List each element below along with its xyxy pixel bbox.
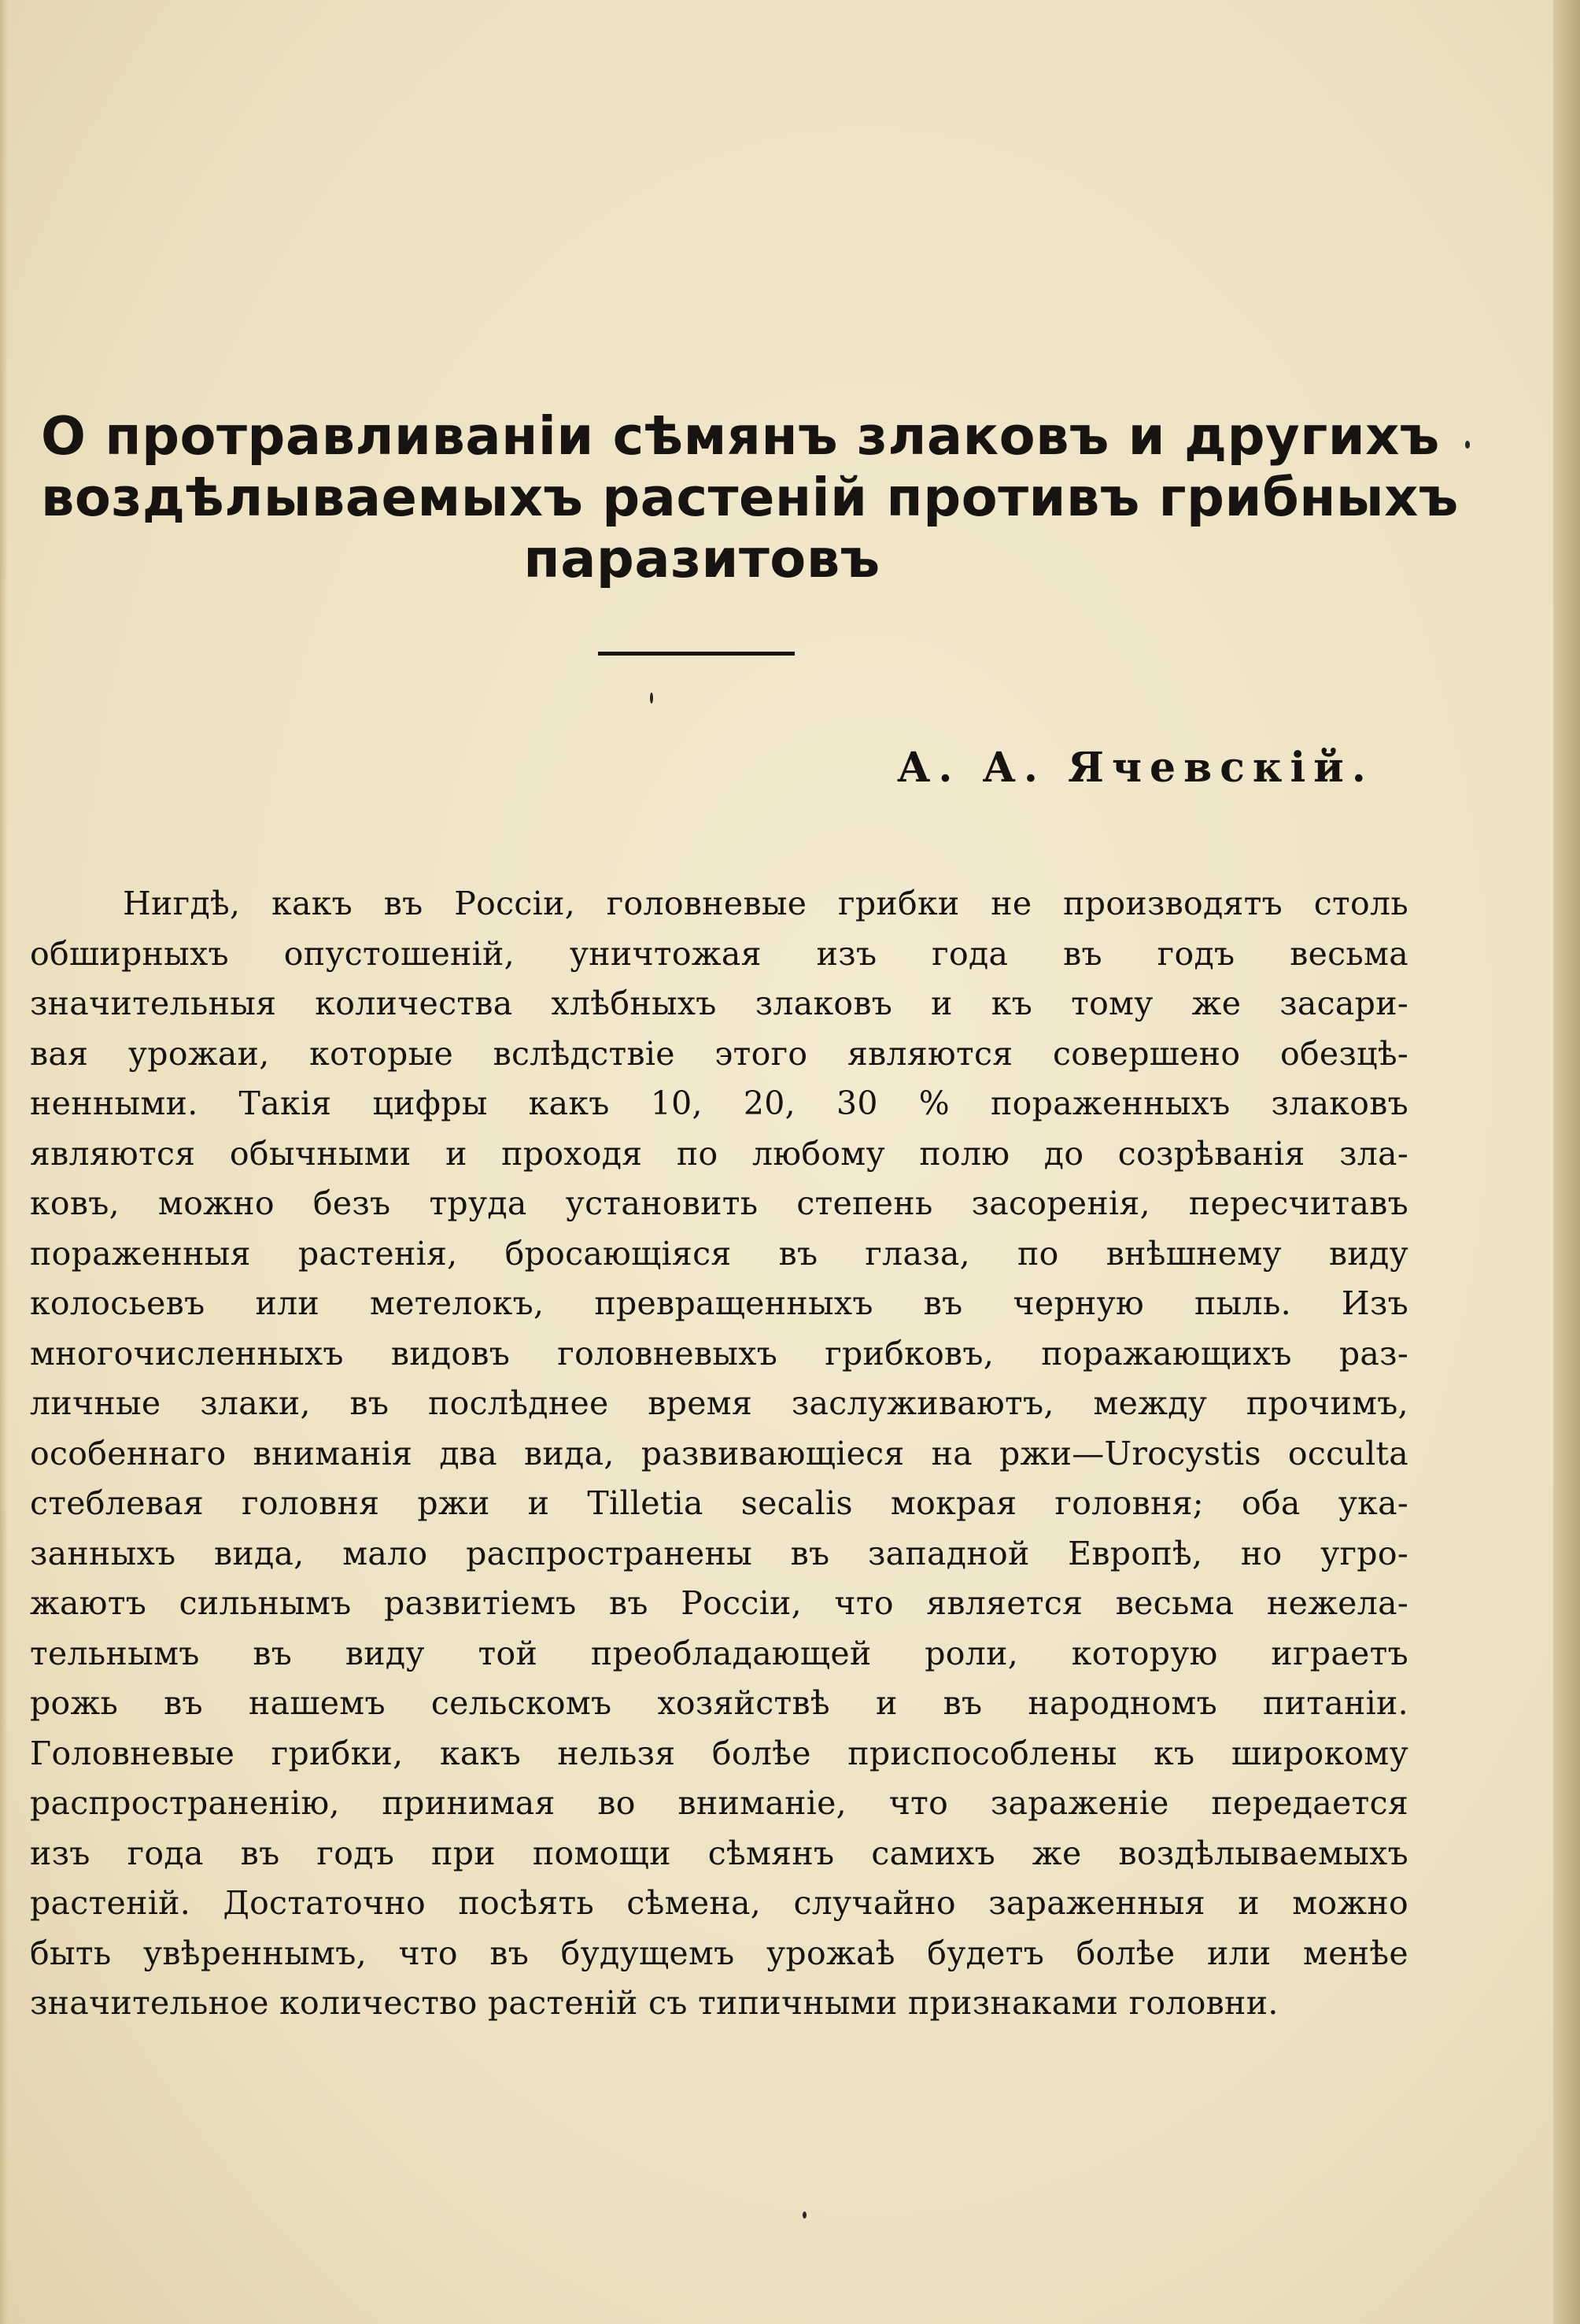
body-line: многочисленныхъ видовъ головневыхъ грибковъ, поражающихъ раз-: [30, 1334, 1408, 1373]
body-line: растеній. Достаточно посѣять сѣмена, случайно зараженныя и можно: [30, 1884, 1408, 1922]
title-divider: [598, 652, 795, 656]
body-line: значительныя количества хлѣбныхъ злаковъ и къ тому же засари-: [30, 985, 1408, 1022]
body-line: быть увѣреннымъ, что въ будущемъ урожаѣ будетъ болѣе или менѣе: [30, 1934, 1408, 1972]
author-name: А. А. Ячевскій.: [897, 744, 1374, 792]
article-title: [41, 405, 1459, 589]
body-line: пораженныя растенія, бросающіяся въ глаза, по внѣшнему виду: [30, 1234, 1408, 1273]
body-line: изъ года въ годъ при помощи сѣмянъ самихъ же воздѣлываемыхъ: [30, 1834, 1408, 1872]
title-line: паразитовъ: [523, 528, 880, 589]
body-line: ковъ, можно безъ труда установить степень засоренія, пересчитавъ: [30, 1184, 1408, 1222]
body-line: особеннаго вниманія два вида, развивающіеся на ржи—Urocystis occulta: [30, 1434, 1408, 1472]
body-line: значительное количество растеній съ типичными признаками головни.: [30, 1984, 1279, 2022]
body-line: стеблевая головня ржи и Tilletia secalis мокрая головня; оба ука-: [30, 1484, 1408, 1522]
body-line: жаютъ сильнымъ развитіемъ въ Россіи, что является весьма нежела-: [30, 1584, 1408, 1622]
page-left-edge: [0, 0, 8, 2324]
article-body: [30, 879, 1408, 2029]
body-line: Головневые грибки, какъ нельзя болѣе приспособлены къ широкому: [30, 1734, 1408, 1772]
body-line: личные злаки, въ послѣднее время заслуживаютъ, между прочимъ,: [30, 1384, 1408, 1422]
body-line: обширныхъ опустошеній, уничтожая изъ года въ годъ весьма: [30, 934, 1408, 973]
body-line: рожь въ нашемъ сельскомъ хозяйствѣ и въ народномъ питаніи.: [30, 1684, 1408, 1722]
body-line: являются обычными и проходя по любому полю до созрѣванія зла-: [30, 1134, 1408, 1173]
body-line: ненными. Такія цифры какъ 10, 20, 30 % пораженныхъ злаковъ: [30, 1084, 1408, 1122]
body-line: тельнымъ въ виду той преобладающей роли, которую играетъ: [30, 1634, 1408, 1672]
body-line: распространенію, принимая во вниманіе, что зараженіе передается: [30, 1784, 1408, 1822]
title-line: О протравливаніи сѣмянъ злаковъ и другихъ: [41, 405, 1440, 467]
body-line: колосьевъ или метелокъ, превращенныхъ въ черную пыль. Изъ: [30, 1284, 1408, 1322]
page-right-edge: [1553, 0, 1580, 2324]
body-line: занныхъ вида, мало распространены въ западной Европѣ, но угро-: [30, 1534, 1408, 1572]
body-line: вая урожаи, которые вслѣдствіе этого являются совершено обезцѣ-: [30, 1034, 1408, 1073]
body-line: Нигдѣ, какъ въ Россіи, головневые грибки не производятъ столь: [123, 885, 1408, 922]
title-line: воздѣлываемыхъ растеній противъ грибныхъ: [41, 467, 1459, 528]
